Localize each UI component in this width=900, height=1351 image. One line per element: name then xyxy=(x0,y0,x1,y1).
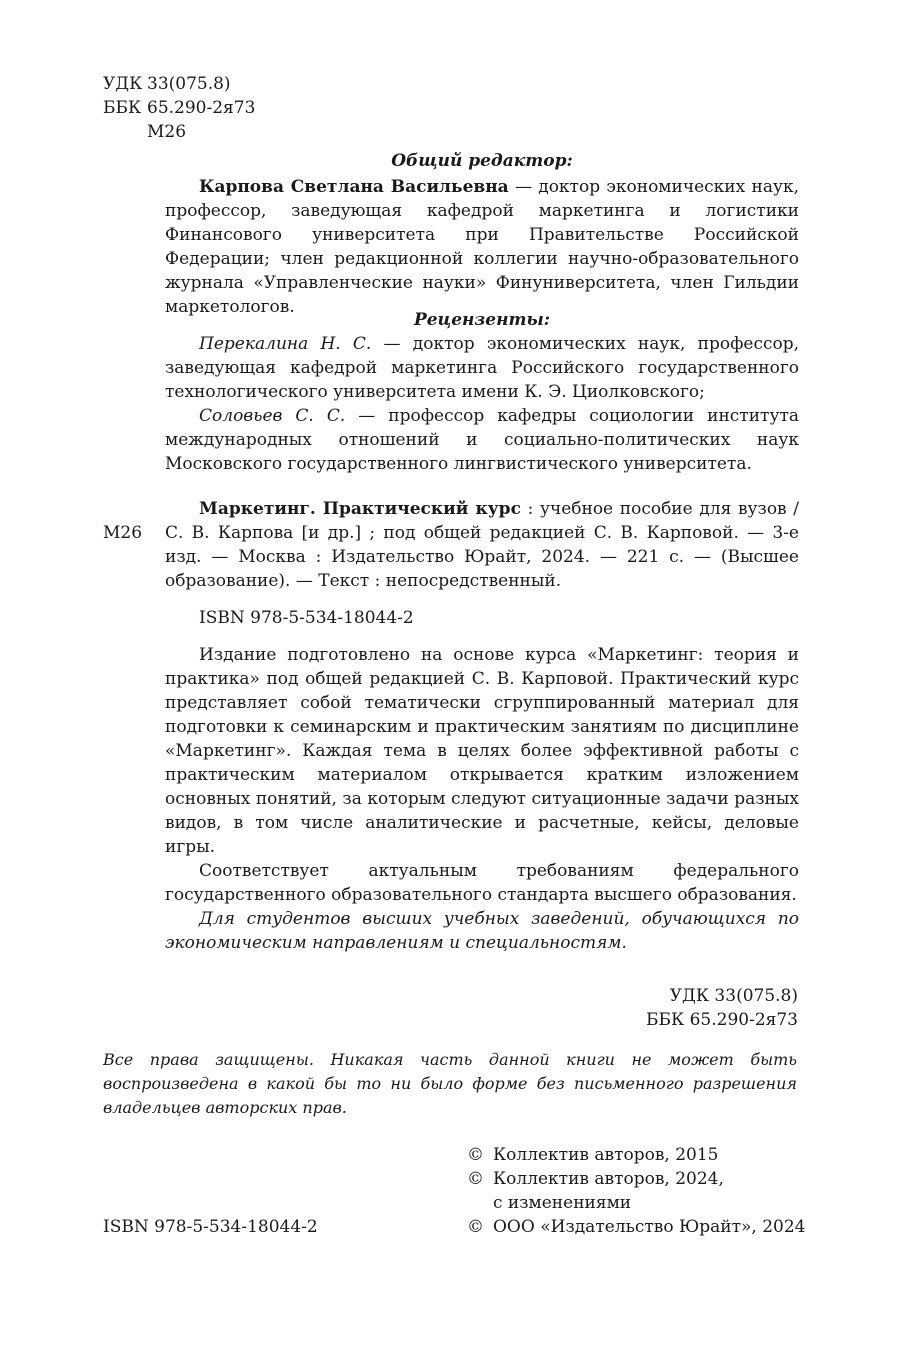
entry-side-mark: М26 xyxy=(103,523,143,543)
annotation xyxy=(165,643,799,955)
copyright-symbol: © xyxy=(467,1169,484,1189)
reviewer-2-description: — профессор кафедры социологии института международных отношений и социально-политических наук Московского государственного лингвистического университета. xyxy=(165,406,799,474)
classification-codes-right xyxy=(646,984,798,1032)
isbn-line xyxy=(165,606,799,630)
isbn-text: ISBN 978-5-534-18044-2 xyxy=(199,608,414,628)
copyright-block xyxy=(467,1143,807,1239)
copyright-symbol: © xyxy=(467,1145,484,1165)
editor-description: — доктор экономических наук, профессор, заведующая кафедрой маркетинга и логистики Финансового университета при Правительстве Российской Федерации; член редакционной коллегии научно-образовательного журнала «Управленческие науки» Финуниверситета, член Гильдии маркетологов. xyxy=(165,177,799,317)
udk-label: УДК xyxy=(103,74,143,94)
udk-value: 33(075.8) xyxy=(147,74,231,94)
reviewer-1-description: — доктор экономических наук, профессор, заведующая кафедрой маркетинга Российского государственного технологического университета имени К. Э. Циолковского; xyxy=(165,334,800,402)
annotation-paragraph-1: Издание подготовлено на основе курса «Маркетинг: теория и практика» под общей редакцией С. В. Карповой. Практический курс представляет собой тематически сгруппированный материал для подготовки к семинарским и практическим занятиям по дисциплине «Маркетинг». Каждая тема в целях более эффективной работы с практическим материалом открывается кратким изложением основных понятий, за которым следуют ситуационные задачи разных видов, в том числе аналитические и расчетные, кейсы, деловые игры. xyxy=(165,645,799,857)
udk-code: УДК 33(075.8) xyxy=(669,986,798,1006)
isbn-bottom: ISBN 978-5-534-18044-2 xyxy=(103,1217,318,1237)
copyright-line-1: Коллектив авторов, 2015 xyxy=(493,1145,719,1165)
copyright-line-3: ООО «Издательство Юрайт», 2024 xyxy=(493,1217,806,1237)
annotation-audience: Для студентов высших учебных заведений, обучающихся по экономическим направлениям и специальностям. xyxy=(165,909,799,953)
editor-heading: Общий редактор: xyxy=(391,151,573,171)
bbk-label: ББК xyxy=(103,98,142,118)
reviewers-heading: Рецензенты: xyxy=(413,310,551,330)
bbk-value: 65.290-2я73 xyxy=(147,98,256,118)
copyright-line-2-note: с изменениями xyxy=(493,1193,632,1213)
bibliographic-description: : учебное пособие для вузов / С. В. Карпова [и др.] ; под общей редакцией С. В. Карповой. — 3-е изд. — Москва : Издательство Юрайт, 2024. — 221 с. — (Высшее образование). — Текст : непосредственный. xyxy=(165,499,799,591)
reviewer-1-name: Перекалина Н. С. xyxy=(199,334,372,354)
book-title: Маркетинг. Практический курс xyxy=(199,499,521,519)
bibliographic-entry xyxy=(165,497,799,593)
editor-block xyxy=(165,175,799,319)
annotation-paragraph-2: Соответствует актуальным требованиям федерального государственного образовательного стандарта высшего образования. xyxy=(165,861,799,905)
editor-name: Карпова Светлана Васильевна xyxy=(199,177,509,197)
reviewer-2-name: Соловьев С. С. xyxy=(199,406,346,426)
author-mark: М26 xyxy=(147,122,187,142)
bbk-code: ББК 65.290-2я73 xyxy=(646,1010,798,1030)
copyright-symbol: © xyxy=(467,1217,484,1237)
reviewers-block xyxy=(165,332,799,476)
classification-codes xyxy=(103,72,323,144)
copyright-line-2: Коллектив авторов, 2024, xyxy=(493,1169,724,1189)
rights-notice: Все права защищены. Никакая часть данной книги не может быть воспроизведена в какой бы то ни было форме без письменного разрешения владельцев авторских прав. xyxy=(103,1050,797,1117)
